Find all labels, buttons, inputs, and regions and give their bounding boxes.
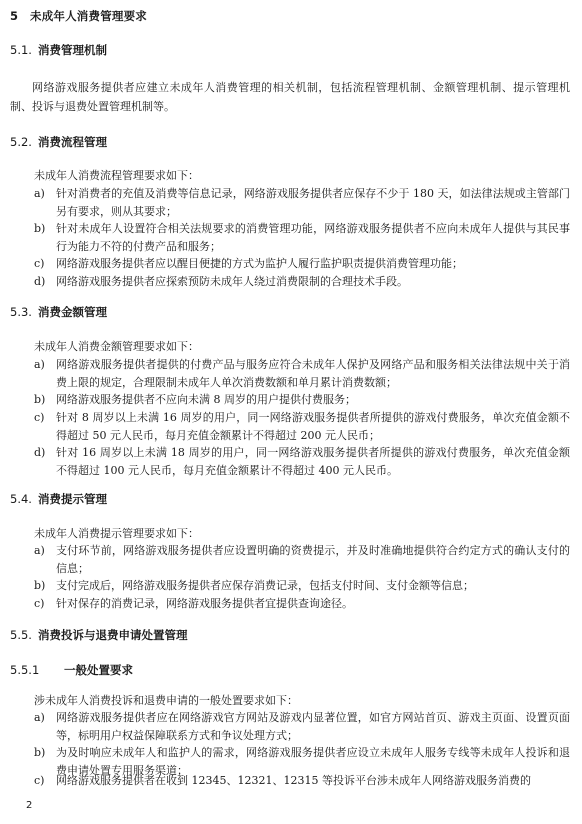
item-text: 网络游戏服务提供者不应向未满 8 周岁的用户提供付费服务； [56,393,356,406]
list-item [34,444,570,479]
intro-5-4: 未成年人消费提示管理要求如下： [34,527,199,540]
list-item [34,356,570,391]
list-item [34,595,570,613]
item-marker: a) [34,711,45,724]
item-marker: a) [34,544,45,557]
subsection-title: 消费金额管理 [37,305,107,319]
intro-5-5-1: 涉未成年人消费投诉和退费申请的一般处置要求如下： [34,694,298,707]
subsection-number: 5.2. [10,135,32,149]
item-text: 网络游戏服务提供者应在网络游戏官方网站及游戏内显著位置，如官方网站首页、游戏主页面、设置页面等，标明用户权益保障联系方式和争议处理方式； [56,711,570,742]
intro-5-2: 未成年人消费流程管理要求如下： [34,169,199,182]
item-marker: b) [34,746,46,759]
list-item [34,772,570,790]
list-item [34,391,570,409]
item-marker: c) [34,774,45,787]
list-item [34,185,570,220]
item-text: 网络游戏服务提供者应以醒目便捷的方式为监护人履行监护职责提供消费管理功能； [56,257,463,270]
subsection-title: 消费流程管理 [37,135,107,149]
item-marker: c) [34,257,45,270]
section-number: 5 [10,9,19,23]
item-marker: b) [34,579,46,592]
paragraph-5-1: 网络游戏服务提供者应建立未成年人消费管理的相关机制，包括流程管理机制、金额管理机制、提示管理机制、投诉与退费处置管理机制等。 [10,81,570,113]
subsection-title: 消费管理机制 [37,43,107,57]
list-item [34,542,570,577]
subsection-title: 消费提示管理 [37,492,107,506]
subsection-heading-5-4 [10,491,107,507]
item-text: 为及时响应未成年人和监护人的需求，网络游戏服务提供者应设立未成年人服务专线等未成年人投诉和退费申请处置专用服务渠道； [56,746,570,777]
item-text: 针对 16 周岁以上未满 18 周岁的用户，同一网络游戏服务提供者所提供的游戏付费服务，单次充值金额不得超过 100 元人民币，每月充值金额累计不得超过 400 元人民币。 [56,446,570,477]
page-number: 2 [26,800,33,811]
subsection-number: 5.3. [10,305,32,319]
subsection-number: 5.5. [10,628,32,642]
section-title: 未成年人消费管理要求 [30,9,147,23]
item-text: 支付完成后，网络游戏服务提供者应保存消费记录，包括支付时间、支付金额等信息； [56,579,474,592]
item-marker: c) [34,597,45,610]
subsection-heading-5-2 [10,134,107,150]
subsection-title: 一般处置要求 [64,663,133,677]
list-item [34,273,570,291]
subsection-title: 消费投诉与退费申请处置管理 [37,628,188,642]
item-text: 支付环节前，网络游戏服务提供者应设置明确的资费提示，并及时准确地提供符合约定方式的确认支付的信息； [56,544,570,575]
item-marker: d) [34,275,46,288]
subsection-heading-5-1 [10,42,107,58]
intro-5-3: 未成年人消费金额管理要求如下： [34,340,199,353]
list-item [34,409,570,444]
subsection-heading-5-5-1 [10,662,133,678]
item-text: 针对消费者的充值及消费等信息记录，网络游戏服务提供者应保存不少于 180 天，如法律法规或主管部门另有要求，则从其要求； [56,187,570,218]
item-text: 网络游戏服务提供者在收到 12345、12321、12315 等投诉平台涉未成年人网络游戏服务消费的 [56,774,531,787]
item-text: 针对保存的消费记录，网络游戏服务提供者宜提供查询途径。 [56,597,353,610]
subsection-heading-5-5 [10,627,187,643]
item-marker: a) [34,187,45,200]
item-marker: b) [34,393,46,406]
section-heading [10,8,147,24]
subsection-number: 5.4. [10,492,32,506]
subsection-number: 5.5.1 [10,663,40,677]
item-marker: a) [34,358,45,371]
subsection-number: 5.1. [10,43,32,57]
item-marker: b) [34,222,46,235]
list-item [34,709,570,744]
item-text: 网络游戏服务提供者提供的付费产品与服务应符合未成年人保护及网络产品和服务相关法律法规中关于消费上限的规定，合理限制未成年人单次消费数额和单月累计消费数额； [56,358,570,389]
list-item [34,220,570,255]
item-text: 网络游戏服务提供者应探索预防未成年人绕过消费限制的合理技术手段。 [56,275,408,288]
list-item [34,255,570,273]
subsection-heading-5-3 [10,304,107,320]
item-marker: d) [34,446,46,459]
item-marker: c) [34,411,45,424]
list-item [34,577,570,595]
item-text: 针对未成年人设置符合相关法规要求的消费管理功能，网络游戏服务提供者不应向未成年人提供与其民事行为能力不符的付费产品和服务； [56,222,570,253]
item-text: 针对 8 周岁以上未满 16 周岁的用户，同一网络游戏服务提供者所提供的游戏付费服务，单次充值金额不得超过 50 元人民币，每月充值金额累计不得超过 200 元人民币； [56,411,570,442]
